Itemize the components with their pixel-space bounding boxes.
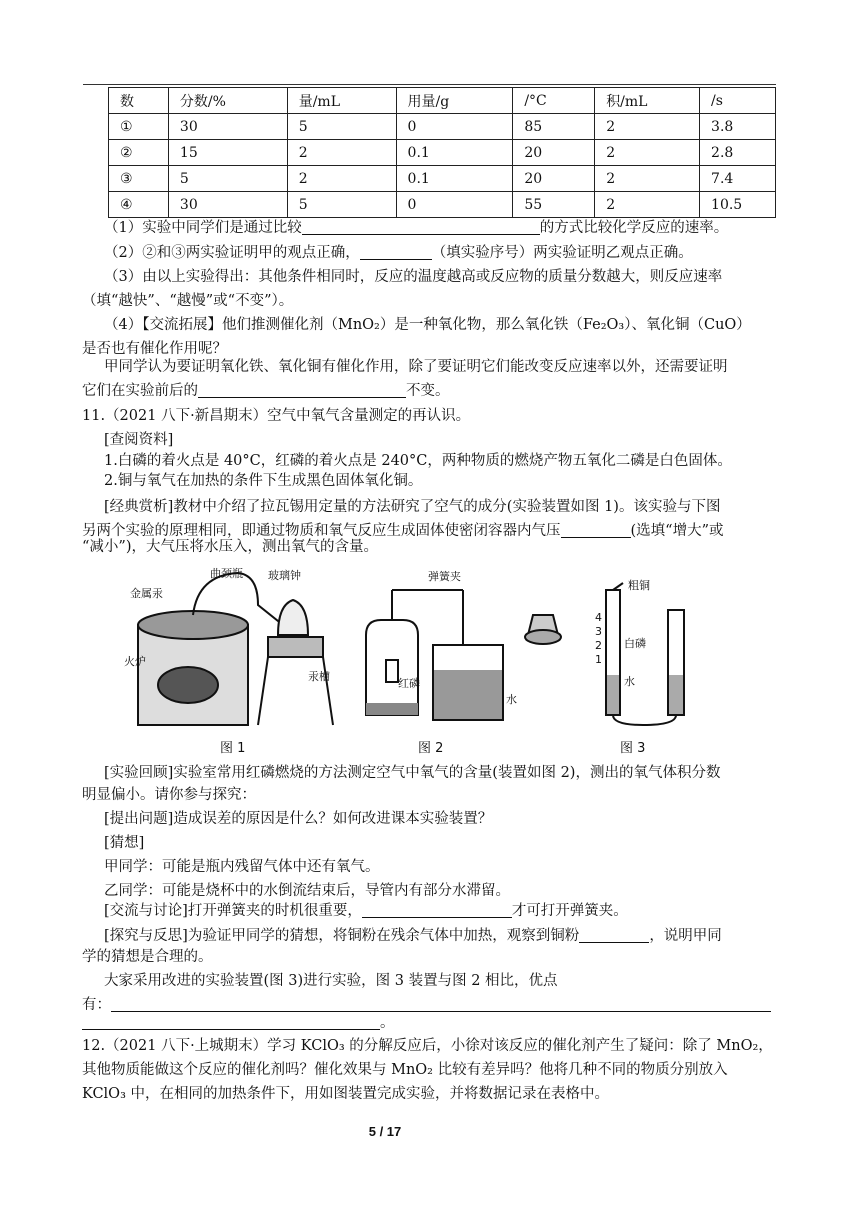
fig3-label: 水 <box>624 675 635 688</box>
table-cell: 2 <box>595 140 700 166</box>
q11-line: 甲同学：可能是瓶内残留气体中还有氧气。 <box>104 859 380 875</box>
q12-line: KClO₃ 中，在相同的加热条件下，用如图装置完成实验，并将数据记录在表格中。 <box>82 1086 609 1102</box>
table-cell: 20 <box>513 166 595 192</box>
fig2-caption: 图 2 <box>418 741 444 756</box>
q10-part-5: 甲同学认为要证明氧化铁、氧化铜有催化作用，除了要证明它们能改变反应速率以外，还需要证明 <box>104 359 728 375</box>
table-cell: 30 <box>168 192 287 218</box>
q11-line: 2.铜与氧气在加热的条件下生成黑色固体氧化铜。 <box>104 473 423 489</box>
table-cell: 15 <box>168 140 287 166</box>
table-cell: 85 <box>513 114 595 140</box>
fig3-caption: 图 3 <box>620 741 646 756</box>
fig2-label: 红磷 <box>398 677 420 690</box>
fig1-label: 玻璃钟 <box>268 569 301 582</box>
text: 不变。 <box>406 383 450 399</box>
fig1-label: 曲颈瓶 <box>210 567 243 580</box>
fig3-scale: 3 <box>595 625 602 638</box>
q11-line: [提出问题]造成误差的原因是什么？如何改进课本实验装置？ <box>104 811 493 827</box>
table-cell: 2 <box>595 114 700 140</box>
table-cell: 2 <box>287 166 396 192</box>
text: 。 <box>380 1015 395 1031</box>
q10-part-4-cont: 是否也有催化作用呢？ <box>82 341 227 357</box>
fig3-label: 粗铜 <box>628 579 650 592</box>
table-cell: 5 <box>168 166 287 192</box>
table-cell: ③ <box>109 166 169 192</box>
table-cell: 5 <box>287 192 396 218</box>
text: 有： <box>82 997 111 1013</box>
text: [交流与讨论]打开弹簧夹的时机很重要， <box>104 903 362 919</box>
fig2-label: 水 <box>506 693 517 706</box>
text: 它们在实验前后的 <box>82 383 198 399</box>
header-cell: 用量/g <box>396 88 513 114</box>
q11-title: 11.（2021 八下·新昌期末）空气中氧气含量测定的再认识。 <box>82 408 471 424</box>
table-cell: 2 <box>595 166 700 192</box>
q11-line: 学的猜想是合理的。 <box>82 949 213 965</box>
fig3-scale: 2 <box>595 639 602 652</box>
fig1-label: 汞槽 <box>308 670 330 683</box>
q11-line: “减小”)，大气压将水压入，测出氧气的含量。 <box>82 539 378 555</box>
table-cell: 20 <box>513 140 595 166</box>
text: （2）②和③两实验证明甲的观点正确， <box>104 245 360 261</box>
table-cell: 7.4 <box>700 166 776 192</box>
text: (选填“增大”或 <box>630 523 724 539</box>
table-cell: 5 <box>287 114 396 140</box>
table-cell: 2 <box>287 140 396 166</box>
fig1-label: 金属汞 <box>130 587 163 600</box>
q11-line: 1.白磷的着火点是 40°C，红磷的着火点是 240°C，两种物质的燃烧产物五氧化二磷是白色固体。 <box>104 453 732 469</box>
text: [探究与反思]为验证甲同学的猜想，将铜粉在残余气体中加热，观察到铜粉 <box>104 928 580 944</box>
table-cell: 0 <box>396 114 513 140</box>
table-cell: 2.8 <box>700 140 776 166</box>
q10-part-3-cont: （填“越快”、“越慢”或“不变”）。 <box>82 293 294 309</box>
q12-line: 12.（2021 八下·上城期末）学习 KClO₃ 的分解反应后，小徐对该反应的催化剂产生了疑问：除了 MnO₂， <box>82 1038 773 1054</box>
table-cell: 30 <box>168 114 287 140</box>
q10-part-4: （4）【交流拓展】他们推测催化剂（MnO₂）是一种氧化物，那么氧化铁（Fe₂O₃）、氧化铜（CuO） <box>104 317 751 333</box>
fig1-label: 火炉 <box>124 655 146 668</box>
table-cell: ① <box>109 114 169 140</box>
page-number: 5 / 17 <box>368 1124 402 1139</box>
text: ，说明甲同 <box>649 928 722 944</box>
table-cell: 0 <box>396 192 513 218</box>
table-cell: ④ <box>109 192 169 218</box>
fig3-scale: 1 <box>595 653 602 666</box>
header-cell: /°C <box>513 88 595 114</box>
table-cell: 3.8 <box>700 114 776 140</box>
q12-line: 其他物质能做这个反应的催化剂吗？催化效果与 MnO₂ 比较有差异吗？他将几种不同的物质分别放入 <box>82 1062 728 1078</box>
table-cell: 2 <box>595 192 700 218</box>
text: 另两个实验的原理相同，即通过物质和氧气反应生成固体使密闭容器内气压 <box>82 523 561 539</box>
fig2-label: 弹簧夹 <box>428 570 461 583</box>
text: （1）实验中同学们是通过比较 <box>104 220 302 236</box>
q11-line: [猜想] <box>104 835 145 851</box>
fig3-label: 白磷 <box>624 637 646 650</box>
header-cell: 分数/% <box>168 88 287 114</box>
text: （填实验序号）两实验证明乙观点正确。 <box>431 245 693 261</box>
q11-line: 乙同学：可能是烧杯中的水倒流结束后，导管内有部分水滞留。 <box>104 883 510 899</box>
q11-line: [经典赏析]教材中介绍了拉瓦锡用定量的方法研究了空气的成分(实验装置如图 1)。该实验与下图 <box>104 499 721 515</box>
q11-line: [实验回顾]实验室常用红磷燃烧的方法测定空气中氧气的含量(装置如图 2)，测出的氧气体积分数 <box>104 765 721 781</box>
text: 才可打开弹簧夹。 <box>511 903 628 919</box>
text: 的方式比较化学反应的速率。 <box>539 220 729 236</box>
q11-line: 明显偏小。请你参与探究： <box>82 787 256 803</box>
fig1-caption: 图 1 <box>220 741 246 756</box>
fig3-scale: 4 <box>595 611 602 624</box>
table-cell: 0.1 <box>396 140 513 166</box>
header-cell: /s <box>700 88 776 114</box>
header-cell: 数 <box>109 88 169 114</box>
q11-line: 大家采用改进的实验装置(图 3)进行实验，图 3 装置与图 2 相比，优点 <box>104 973 558 989</box>
q10-part-3: （3）由以上实验得出：其他条件相同时，反应的温度越高或反应物的质量分数越大，则反应速率 <box>104 269 723 285</box>
header-cell: 量/mL <box>287 88 396 114</box>
q11-line: [查阅资料] <box>104 432 174 448</box>
table-cell: 10.5 <box>700 192 776 218</box>
table-cell: 55 <box>513 192 595 218</box>
table-cell: ② <box>109 140 169 166</box>
table-cell: 0.1 <box>396 166 513 192</box>
header-cell: 积/mL <box>595 88 700 114</box>
